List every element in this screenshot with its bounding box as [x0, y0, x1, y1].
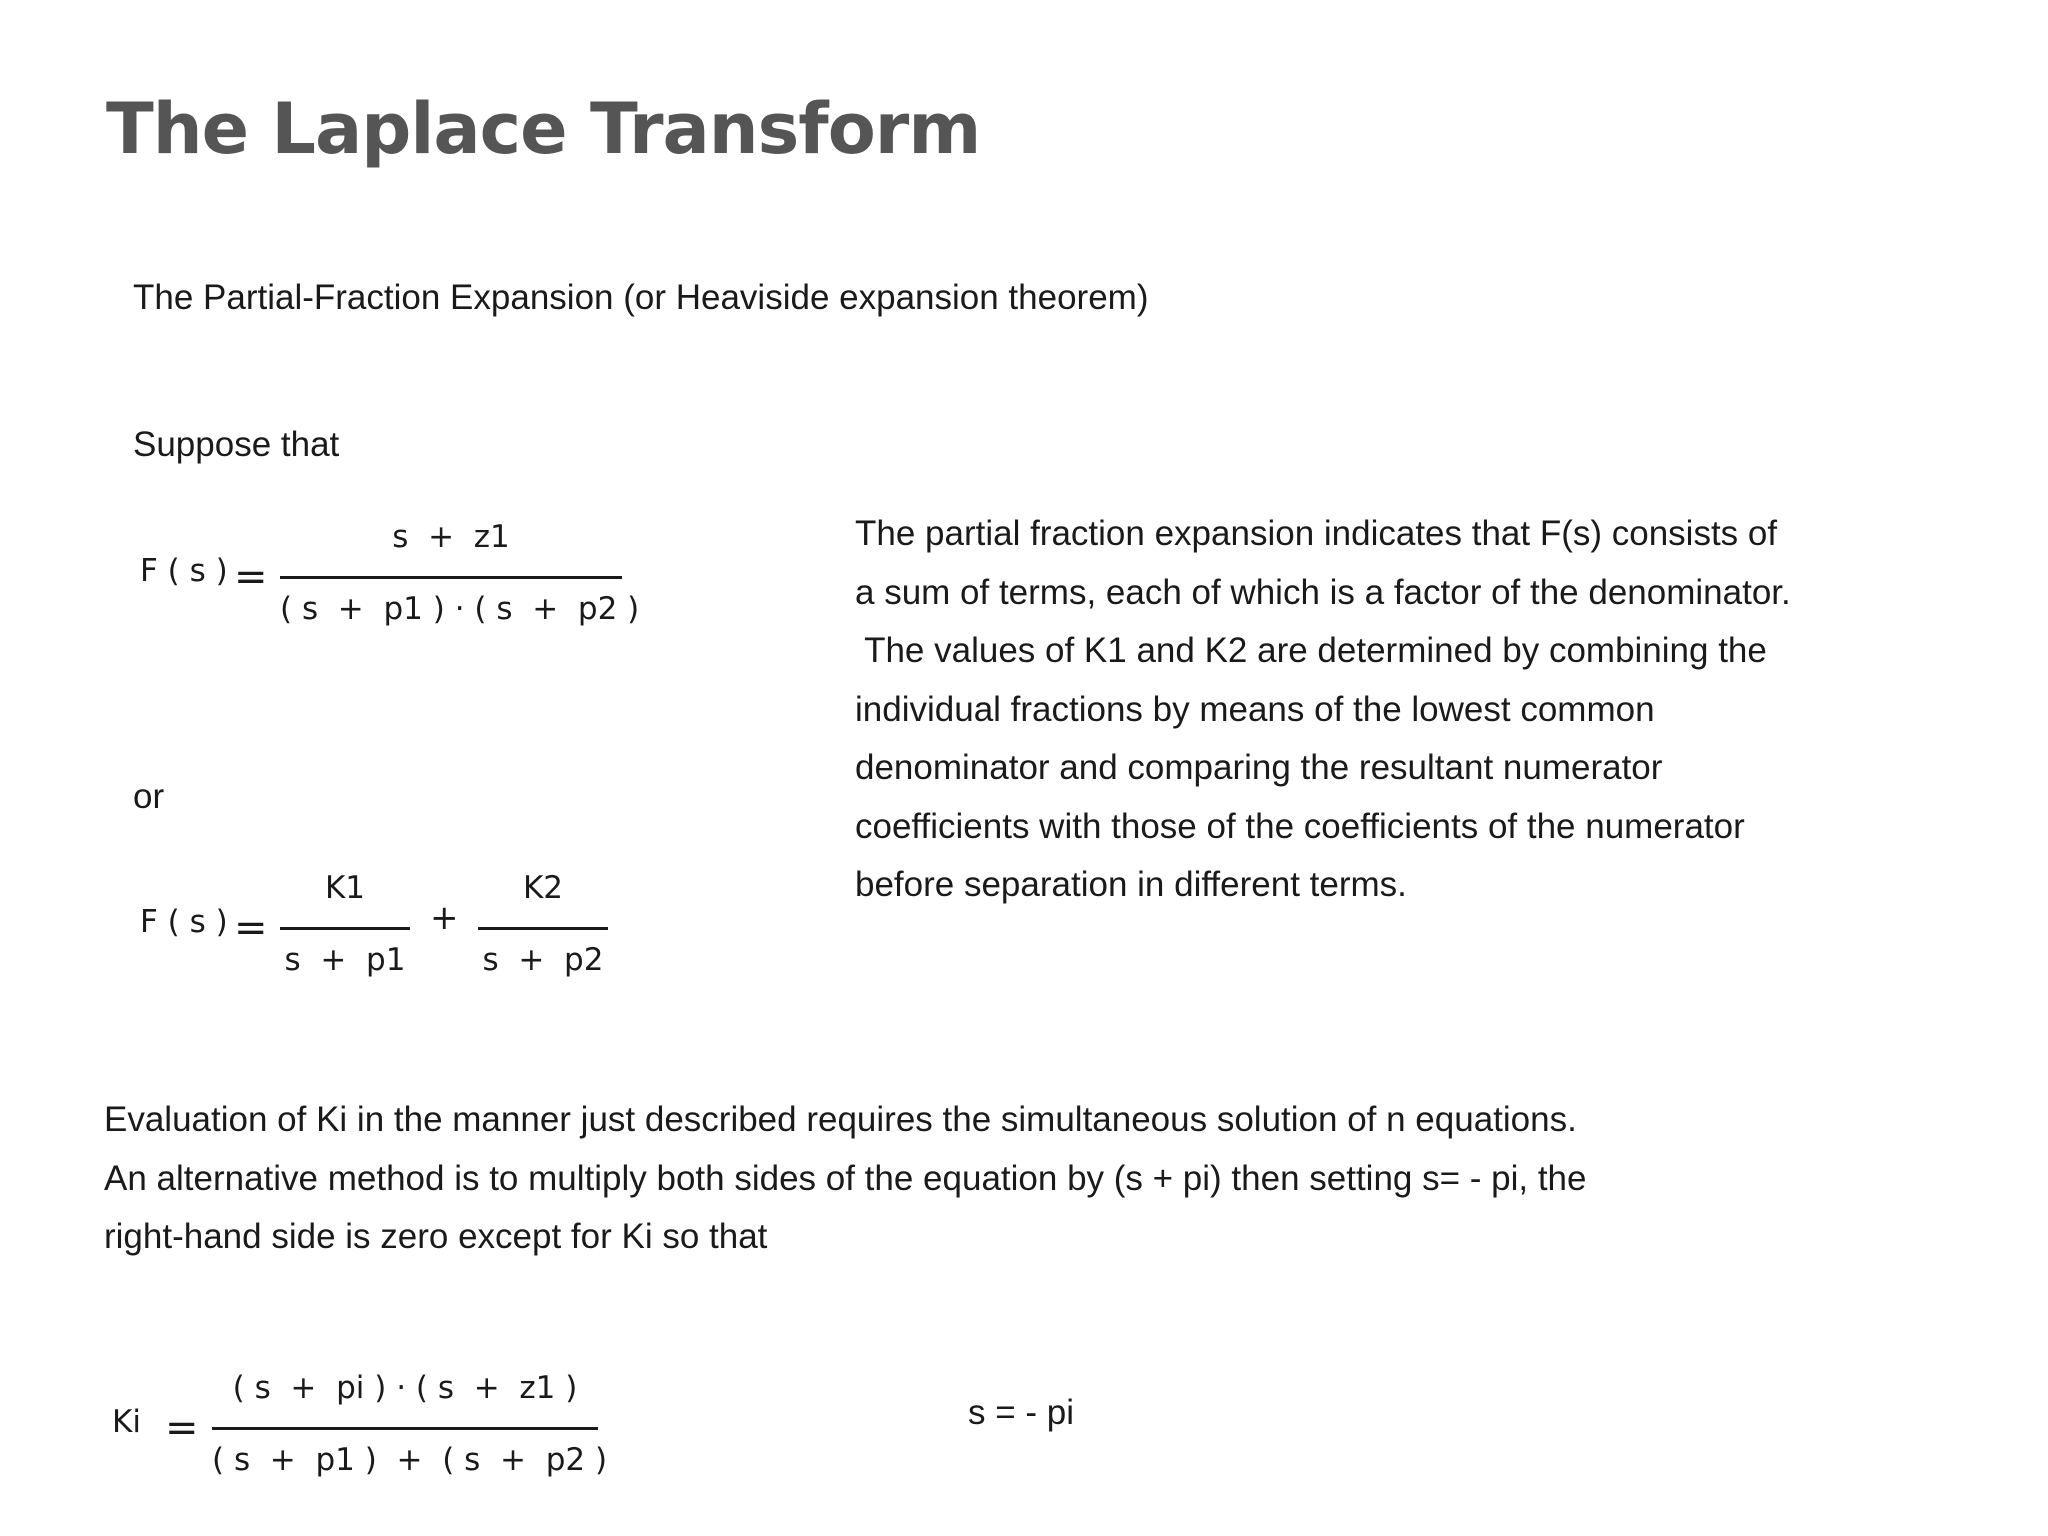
fraction-bar — [212, 1427, 598, 1430]
explanation-line: The partial fraction expansion indicates that F(s) consists of — [855, 514, 1778, 553]
equals-sign: = — [234, 905, 268, 951]
fraction-denominator: s + p2 — [482, 942, 604, 978]
page-title: The Laplace Transform — [106, 88, 981, 170]
fraction-numerator: ( s + pi ) · ( s + z1 ) — [232, 1370, 578, 1406]
explanation-line: The values of K1 and K2 are determined by combining the — [855, 631, 1767, 670]
explanation-line: a sum of terms, each of which is a factor of the denominator. — [855, 572, 1791, 612]
fraction — [212, 1366, 608, 1486]
fraction-denominator: ( s + p1 ) · ( s + p2 ) — [280, 591, 640, 627]
plus-sign: + — [430, 898, 459, 938]
fraction-bar — [280, 576, 622, 579]
fraction-numerator: K1 — [324, 870, 366, 906]
explanation-paragraph — [855, 505, 1791, 915]
section-subtitle: The Partial-Fraction Expansion (or Heaviside expansion theorem) — [133, 278, 1149, 317]
fraction-numerator: s + z1 — [392, 519, 510, 555]
evaluation-line: Evaluation of Ki in the manner just described requires the simultaneous solution of n equations. — [104, 1100, 1577, 1139]
suppose-label: Suppose that — [133, 425, 340, 464]
explanation-line: before separation in different terms. — [855, 865, 1407, 904]
explanation-line: denominator and comparing the resultant numerator — [855, 748, 1663, 787]
fraction-bar — [478, 927, 608, 930]
evaluation-paragraph — [104, 1091, 1587, 1267]
equals-sign: = — [234, 554, 268, 600]
fraction — [280, 515, 640, 635]
equation-lhs: Ki — [112, 1404, 141, 1440]
fraction-bar — [280, 927, 410, 930]
explanation-line: coefficients with those of the coefficients of the numerator — [855, 806, 1745, 846]
equals-sign: = — [165, 1405, 199, 1451]
equation-lhs: F ( s ) — [140, 904, 228, 940]
equation-lhs: F ( s ) — [140, 553, 228, 589]
fraction-numerator: K2 — [522, 870, 564, 906]
or-label: or — [133, 777, 165, 816]
explanation-line: individual fractions by means of the lowest common — [855, 689, 1655, 729]
fraction-k2 — [478, 868, 608, 988]
fraction-k1 — [280, 868, 410, 988]
evaluation-line: right-hand side is zero except for Ki so that — [104, 1217, 768, 1256]
fraction-denominator: ( s + p1 ) + ( s + p2 ) — [212, 1442, 608, 1478]
condition-label: s = - pi — [968, 1393, 1075, 1432]
fraction-denominator: s + p1 — [284, 942, 406, 978]
evaluation-line: An alternative method is to multiply both sides of the equation by (s + pi) then setting s= - pi, the — [104, 1158, 1587, 1198]
